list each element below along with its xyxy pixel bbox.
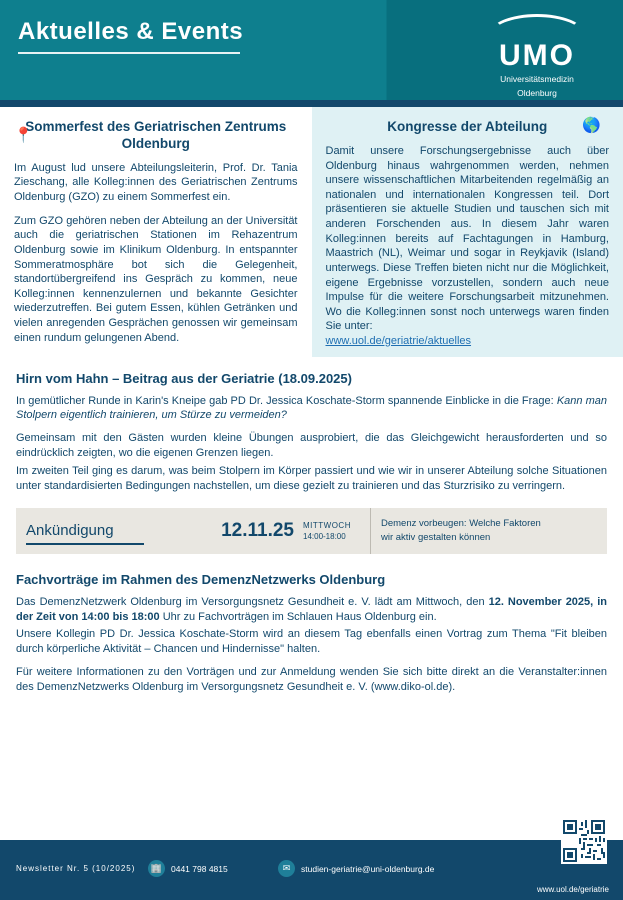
page-title: Aktuelles & Events (18, 18, 244, 45)
hahn-p1-question: Kann man Stolpern eigentlich trainieren, um Stürze zu vermeiden? (16, 394, 607, 422)
announcement-label-underline (26, 543, 144, 545)
talks-paragraph-1 (16, 595, 607, 625)
sommerfest-paragraph-2: Zum GZO gehören neben der Abteilung an der Universität auch die geriatrischen Stationen im Rehazentrum Oldenburg sowie im Klinikum Oldenburg. In entspannter Sommeratmosphäre bot sich die Gelegenheit, standortübergreifend ins Gespräch zu kommen, neue Kolleg:innen kennenzulernen und bekannte Gesichter wiederzutreffen. Bei gutem Essen, kühlen Getränken und vielen anregenden Gesprächen genossen wir gemeinsam einen rundum gelungenen Abend. (14, 214, 298, 344)
hahn-paragraph-3: Im zweiten Teil ging es darum, was beim Stolpern im Körper passiert und wie wir in unserer Abteilung solche Situationen unter standardisierten Bedingungen nachstellen, um diese gezielt zu trainieren und das Sturzrisiko zu verringern. (16, 465, 607, 492)
newsletter-number: Newsletter Nr. 5 (10/2025) (16, 864, 136, 873)
announcement-date: 12.11.25 (221, 519, 294, 541)
news-column-kongresse (312, 107, 623, 357)
umo-logo (477, 14, 597, 98)
footer-phone[interactable] (148, 860, 228, 877)
footer-email-text: studien-geriatrie@uni-oldenburg.de (301, 863, 435, 874)
envelope-icon: ✉ (278, 860, 295, 877)
announcement-label-box (16, 508, 206, 554)
logo-wordmark: UMO (499, 39, 575, 72)
globe-icon: 🌎 (582, 117, 601, 134)
announcement-weekday: MITTWOCH (303, 520, 351, 530)
news-column-sommerfest (0, 107, 312, 357)
kongresse-heading: Kongresse der Abteilung (387, 119, 548, 134)
announcement-topic-line2: wir aktiv gestalten können (381, 531, 491, 543)
header-divider (0, 100, 623, 107)
announcement-daytime (298, 508, 370, 554)
hahn-section (0, 357, 623, 494)
hahn-paragraph-1 (16, 394, 607, 424)
location-pin-icon: 📍 (14, 127, 33, 144)
logo-subtitle-line1: Universitätsmedizin (500, 74, 574, 84)
logo-subtitle-line2: Oldenburg (517, 87, 557, 98)
qr-code-icon (561, 818, 607, 864)
announcement-topic (370, 508, 607, 554)
hahn-heading: Hirn vom Hahn – Beitrag aus der Geriatrie (18.09.2025) (16, 370, 352, 386)
title-underline (18, 52, 240, 54)
sommerfest-heading: Sommerfest des Geriatrischen Zentrums Oldenburg (25, 119, 287, 151)
news-columns (0, 107, 623, 357)
footer-phone-text: 0441 798 4815 (171, 863, 228, 874)
talks-p1-date: 12. November 2025, in der Zeit von 14:00 bis 18:00 (16, 595, 607, 623)
hahn-paragraph-2: Gemeinsam mit den Gästen wurden kleine Übungen ausprobiert, die das Gleichgewicht herausforderten und so eindrücklich zeigten, wo die eigenen Grenzen liegen. (16, 432, 607, 460)
announcement-wrapper (0, 502, 623, 554)
talks-paragraph-3: Für weitere Informationen zu den Vorträgen und zur Anmeldung wenden Sie sich bitte direkt an die Veranstalter:innen des DemenzNetzwerks Oldenburg im Versorgungsnetz Gesundheit e. V. (www.diko-ol.de). (16, 666, 607, 693)
talks-paragraph-2: Unsere Kollegin PD Dr. Jessica Koschate-Storm wird an diesem Tag ebenfalls einen Vortrag zum Thema "Fit bleiben durch körperliche Aktivität – Chancen und Hindernisse" halten. (16, 628, 607, 656)
sommerfest-paragraph-1: Im August lud unsere Abteilungsleiterin, Prof. Dr. Tania Zieschang, alle Kolleg:innen des Geriatrischen Zentrums Oldenburg (GZO) zu einem Sommerfest ein. (14, 161, 298, 203)
talks-p1-pre: Das DemenzNetzwerk Oldenburg im Versorgungsnetz Gesundheit e. V. lädt am Mittwoch, den (16, 595, 489, 608)
page-header (0, 0, 623, 100)
kongresse-link[interactable]: www.uol.de/geriatrie/aktuelles (325, 335, 472, 347)
talks-heading: Fachvorträge im Rahmen des DemenzNetzwerks Oldenburg (16, 571, 386, 587)
kongresse-paragraph (326, 144, 610, 349)
announcement-label: Ankündigung (26, 522, 114, 540)
footer-url[interactable]: www.uol.de/geriatrie (536, 885, 609, 894)
announcement-topic-line1: Demenz vorbeugen: Welche Faktoren (381, 517, 541, 529)
hahn-p1-text: In gemütlicher Runde in Karin's Kneipe gab PD Dr. Jessica Koschate-Storm spannende Einblicke in die Frage: (16, 394, 557, 407)
announcement-bar (16, 508, 607, 554)
announcement-time: 14:00-18:00 (303, 531, 346, 541)
logo-arc-icon (489, 14, 585, 40)
kongresse-text: Damit unsere Forschungsergebnisse auch über Oldenburg hinaus wahrgenommen werden, nehmen unsere wissenschaftlichen Mitarbeitenden regelmäßig an nationalen und internationalen Kongressen teil. Dort präsentieren sie aktuelle Studien und tauschen sich mit anderen Forschenden aus. In diesem Jahr waren Kolleg:innen bereits auf Fachtagungen in Hamburg, Maastrich (NL), Weimar und sogar in Reykjavik (Island) unterwegs. Diese Treffen bieten nicht nur die Möglichkeit, eigene Ergebnisse vorzustellen, sondern auch neue Impulse für die weitere Forschungsarbeit mitzunehmen. Wo die Kolleg:innen sonst noch unterwegs waren finden Sie unter: (325, 144, 609, 333)
footer-email[interactable] (278, 860, 434, 877)
page-footer (0, 840, 623, 900)
building-icon: 🏢 (148, 860, 165, 877)
talks-section (0, 554, 623, 695)
talks-p1-post: Uhr zu Fachvorträgen im Schlauen Haus Oldenburg ein. (159, 610, 437, 623)
